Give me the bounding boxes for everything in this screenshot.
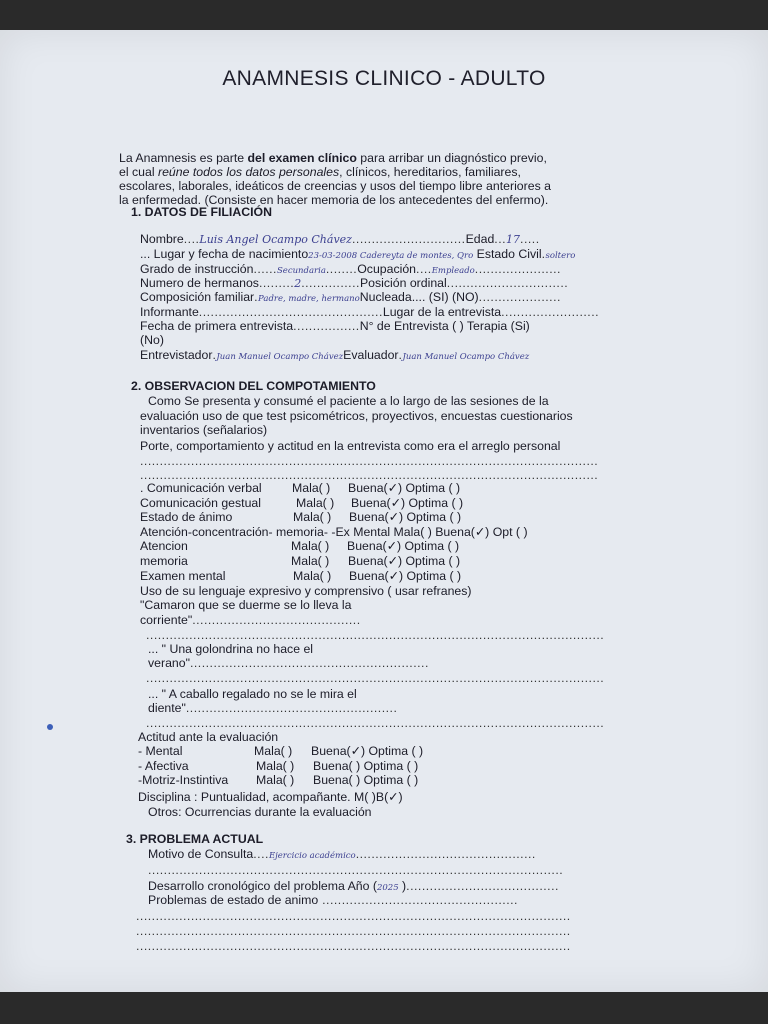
section-1-heading: 1. DATOS DE FILIACIÓN (131, 205, 272, 219)
background-edge (0, 992, 768, 1024)
page-title: ANAMNESIS CLINICO - ADULTO (222, 67, 546, 90)
rating-row: Comunicación gestual Mala( ) Buena(✓) Optima ( ) (140, 495, 464, 510)
otros-line: Otros: Ocurrencias durante la evaluación (148, 805, 372, 819)
rating-row: Examen mental Mala( ) Buena(✓) Optima ( ) (140, 568, 462, 583)
refran-3-line-1: ... " A caballo regalado no se le mira el (148, 687, 357, 701)
s2-paragraph-3: inventarios (señalarios) (140, 423, 268, 437)
field-problemas: Problemas de estado de animo .................................................. (148, 893, 518, 907)
refran-3-line-2: diente"...................................................... (148, 701, 398, 715)
intro-line-1: La Anamnesis es parte del examen clínico para arribar un diagnóstico previo, (119, 151, 547, 165)
field-fecha-entrevista: Fecha de primera entrevista.................N° de Entrevista ( ) Terapia (Si) (140, 319, 530, 333)
blank-line: .......................................................................................................... (148, 863, 564, 877)
blank-line: ..................................................................................................................... (140, 468, 599, 482)
rating-row: -Motriz-Instintiva Mala( ) Buena( ) Optima ( ) (138, 773, 419, 788)
field-lugar-fecha: ... Lugar y fecha de nacimiento23-03-2008 Cadereyta de montes, Qro Estado Civil.soltero (140, 247, 576, 261)
field-motivo: Motivo de Consulta....Ejercicio académico.............................................. (148, 847, 536, 861)
s2-paragraph-4: Porte, comportamiento y actitud en la entrevista como era el arreglo personal (140, 439, 561, 453)
field-nombre: Nombre....Luis Angel Ocampo Chávez.............................Edad...17..... (140, 232, 540, 246)
intro-line-4: la enfermedad. (Consiste en hacer memoria de los antecedentes del enfermo). (119, 193, 549, 207)
rating-row: Estado de ánimo Mala( ) Buena(✓) Optima ( ) (140, 510, 462, 525)
blank-line: ............................................................................................................... (136, 939, 571, 953)
blank-line: ..................................................................................................................... (146, 628, 605, 642)
blank-line: ..................................................................................................................... (140, 454, 599, 468)
attitude-rating-grid (138, 744, 423, 788)
blank-line: ............................................................................................................... (136, 909, 571, 923)
blank-line: ..................................................................................................................... (146, 671, 605, 685)
refran-1-line-1: "Camaron que se duerme se lo lleva la (140, 598, 352, 612)
blank-line: ............................................................................................................... (136, 924, 571, 938)
rating-row: - Afectiva Mala( ) Buena( ) Optima ( ) (138, 758, 419, 773)
lenguaje-line: Uso de su lenguaje expresivo y comprensivo ( usar refranes) (140, 584, 472, 598)
margin-dot (47, 724, 53, 730)
field-composicion: Composición familiar.Padre, madre, hermanoNucleada.... (SI) (NO)..................... (140, 290, 561, 304)
refran-2-line-1: ... " Una golondrina no hace el (148, 642, 314, 656)
section-3-heading: 3. PROBLEMA ACTUAL (126, 832, 264, 846)
rating-row: Atención-concentración- memoria- -Ex Mental Mala( ) Buena(✓) Opt ( ) (140, 524, 528, 539)
s2-paragraph-1: Como Se presenta y consumé el paciente a lo largo de las sesiones de la (148, 394, 549, 408)
field-grado: Grado de instrucción......Secundaria........Ocupación....Empleado...................... (140, 262, 561, 276)
refran-2-line-2: verano"............................................................. (148, 656, 429, 670)
field-desarrollo: Desarrollo cronológico del problema Año (2025 )....................................... (148, 879, 559, 893)
field-no: (No) (140, 333, 164, 347)
rating-row: - Mental Mala( ) Buena(✓) Optima ( ) (138, 744, 424, 758)
rating-row: memoria Mala( ) Buena(✓) Optima ( ) (140, 553, 461, 568)
intro-line-3: escolares, laborales, ideáticos de creencias y usos del tiempo libre anteriores a (119, 179, 551, 193)
section-2-heading: 2. OBSERVACION DEL COMPOTAMIENTO (131, 379, 376, 393)
actitud-heading: Actitud ante la evaluación (138, 730, 279, 744)
field-informante: Informante...............................................Lugar de la entrevista......................... (140, 305, 600, 319)
intro-line-2: el cual reúne todos los datos personales, clínicos, hereditarios, familiares, (119, 165, 521, 179)
field-entrevistador: Entrevistador.Juan Manuel Ocampo ChávezEvaluador.Juan Manuel Ocampo Chávez (140, 348, 530, 362)
disciplina-line: Disciplina : Puntualidad, acompañante. M( )B(✓) (138, 790, 403, 804)
behavior-rating-grid (140, 481, 528, 583)
refran-1-line-2: corriente"........................................... (140, 613, 361, 627)
s2-paragraph-2: evaluación uso de que test psicométricos, proyectivos, encuestas cuestionarios (140, 409, 573, 423)
rating-row: Atencion Mala( ) Buena(✓) Optima ( ) (140, 539, 460, 554)
nombre-value: Luis Angel Ocampo Chávez (199, 233, 352, 246)
field-hermanos: Numero de hermanos.........2...............Posición ordinal............................... (140, 276, 569, 290)
rating-row: . Comunicación verbal Mala( ) Buena(✓) Optima ( ) (140, 481, 461, 495)
blank-line: ..................................................................................................................... (146, 716, 605, 730)
